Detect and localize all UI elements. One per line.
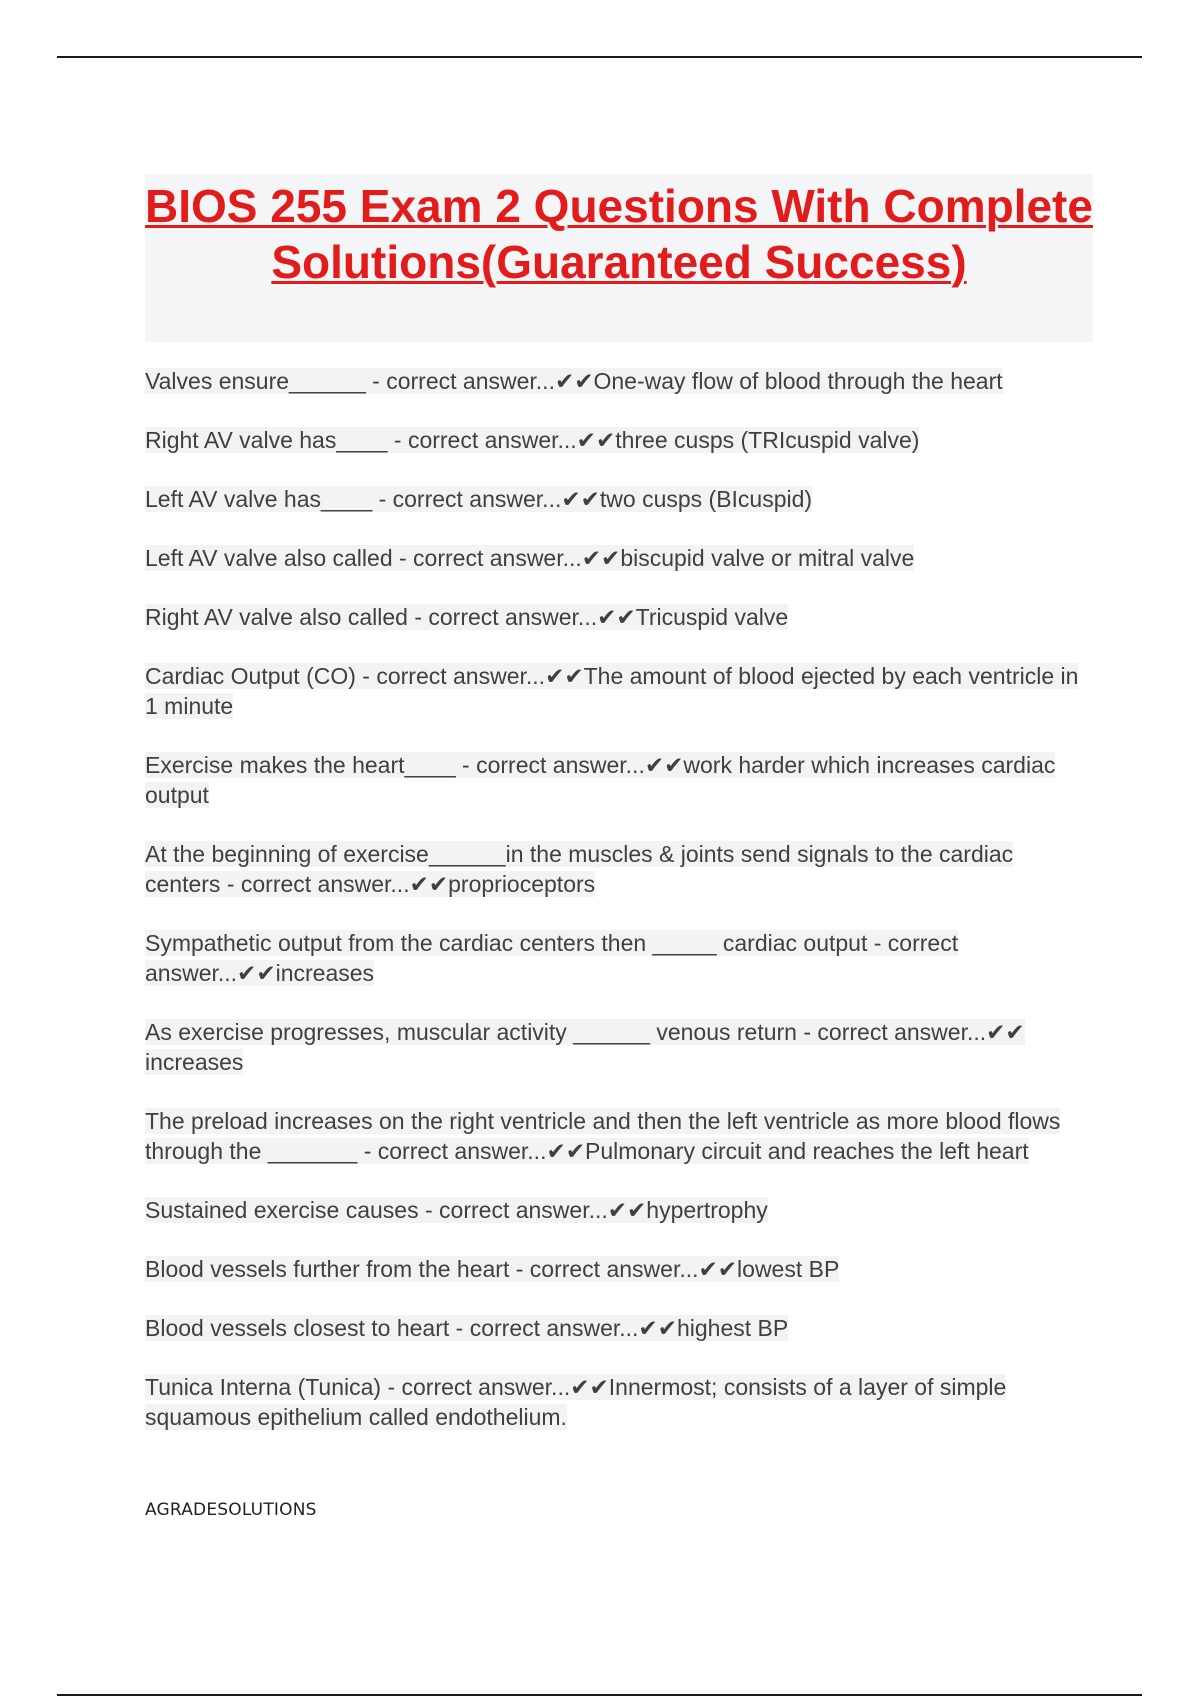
qa-item: Blood vessels closest to heart - correct answer...✔✔highest BP bbox=[145, 1315, 789, 1341]
qa-item: Left AV valve also called - correct answer...✔✔biscupid valve or mitral valve bbox=[145, 545, 915, 571]
qa-list bbox=[145, 366, 1090, 1461]
title-banner bbox=[145, 174, 1093, 342]
qa-item: Cardiac Output (CO) - correct answer...✔✔The amount of blood ejected by each ventricle in 1 minute bbox=[145, 663, 1079, 719]
qa-item: Right AV valve has____ - correct answer...✔✔three cusps (TRIcuspid valve) bbox=[145, 427, 920, 453]
qa-item: Blood vessels further from the heart - correct answer...✔✔lowest BP bbox=[145, 1256, 840, 1282]
qa-item: Left AV valve has____ - correct answer...✔✔two cusps (BIcuspid) bbox=[145, 486, 813, 512]
qa-item: Right AV valve also called - correct answer...✔✔Tricuspid valve bbox=[145, 604, 789, 630]
qa-item: Sustained exercise causes - correct answer...✔✔hypertrophy bbox=[145, 1197, 768, 1223]
footer-watermark: AGRADESOLUTIONS bbox=[145, 1500, 317, 1520]
qa-item: Exercise makes the heart____ - correct answer...✔✔work harder which increases cardiac output bbox=[145, 752, 1056, 808]
qa-item: The preload increases on the right ventricle and then the left ventricle as more blood flows through the _______ - correct answer...✔✔Pulmonary circuit and reaches the left heart bbox=[145, 1108, 1061, 1164]
qa-item: Tunica Interna (Tunica) - correct answer...✔✔Innermost; consists of a layer of simple squamous epithelium called endothelium. bbox=[145, 1374, 1007, 1430]
qa-item: At the beginning of exercise______in the muscles & joints send signals to the cardiac centers - correct answer...✔✔proprioceptors bbox=[145, 841, 1014, 897]
bottom-rule bbox=[57, 1694, 1142, 1696]
qa-item: As exercise progresses, muscular activity ______ venous return - correct answer...✔✔ increases bbox=[145, 1019, 1025, 1075]
top-rule bbox=[57, 56, 1142, 58]
document-title: BIOS 255 Exam 2 Questions With Complete Solutions(Guaranteed Success) bbox=[145, 180, 1093, 288]
qa-item: Sympathetic output from the cardiac centers then _____ cardiac output - correct answer...✔✔increases bbox=[145, 930, 959, 986]
qa-item: Valves ensure______ - correct answer...✔✔One-way flow of blood through the heart bbox=[145, 368, 1003, 394]
